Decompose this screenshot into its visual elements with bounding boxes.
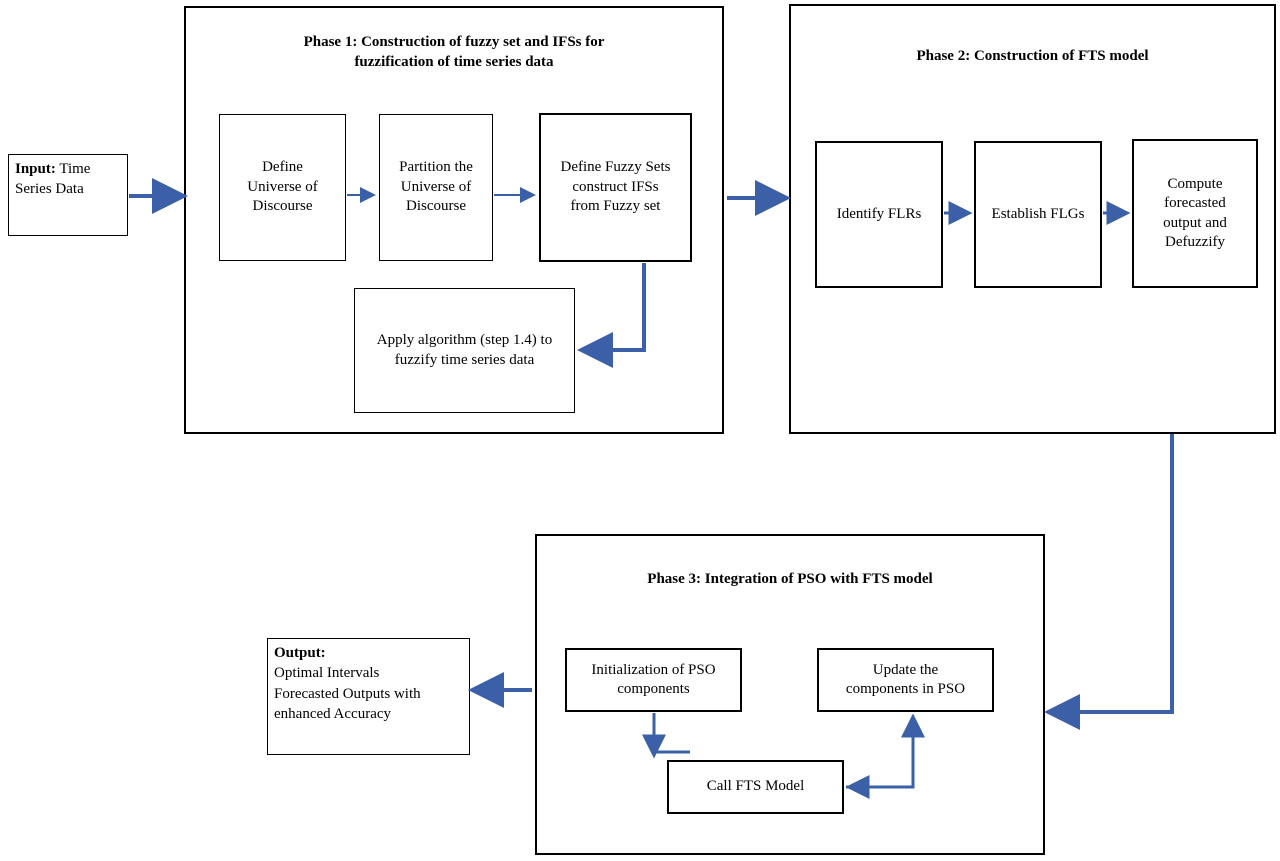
node-line: Establish FLGs [991, 205, 1085, 222]
output-label-line4: enhanced Accuracy [274, 705, 392, 722]
output-label-line3: Forecasted Outputs with [274, 685, 421, 702]
input-label-rest: Time [55, 161, 91, 177]
node-line: from Fuzzy set [570, 198, 661, 215]
node-line: Identify FLRs [836, 205, 922, 222]
node-line: components in PSO [845, 681, 966, 697]
arrow-fuzzysets-to-apply [585, 263, 644, 350]
phase1-title-line2: fuzzification of time series data [354, 54, 554, 71]
node-line: Call FTS Model [706, 778, 805, 795]
node-line: forecasted [1164, 195, 1226, 211]
node-line: output and [1163, 214, 1227, 231]
node-line: Partition the [399, 159, 473, 176]
phase3-title-line: Phase 3: Integration of PSO with FTS model [647, 571, 933, 587]
node-line: Initialization of PSO [591, 661, 716, 678]
node-line: Compute [1167, 175, 1223, 192]
node-line: Discourse [406, 198, 466, 215]
input-label-strong: Input: [15, 161, 56, 177]
input-label-line2: Series Data [15, 181, 84, 198]
node-line: Defuzzify [1165, 234, 1225, 250]
node-line: components [617, 681, 690, 697]
arrow-initpso-to-callfts [654, 713, 690, 752]
arrow-phase2-to-phase3 [1052, 434, 1172, 712]
node-line: Discourse [252, 198, 313, 215]
node-line: Define Fuzzy Sets [560, 159, 671, 176]
output-label-strong: Output: [274, 645, 326, 661]
output-label-line2: Optimal Intervals [274, 665, 380, 682]
node-line: construct IFSs [572, 178, 659, 195]
phase1-title-line1: Phase 1: Construction of fuzzy set and IFSs for [303, 34, 605, 50]
node-line: Define [262, 159, 303, 176]
node-line: Universe of [400, 178, 472, 195]
node-line: Apply algorithm (step 1.4) to [376, 332, 553, 348]
node-line: fuzzify time series data [394, 351, 535, 368]
node-line: Universe of [247, 178, 318, 195]
phase2-title-line: Phase 2: Construction of FTS model [916, 48, 1149, 64]
node-line: Update the [872, 661, 939, 678]
arrow-callfts-to-updatepso [846, 718, 913, 787]
